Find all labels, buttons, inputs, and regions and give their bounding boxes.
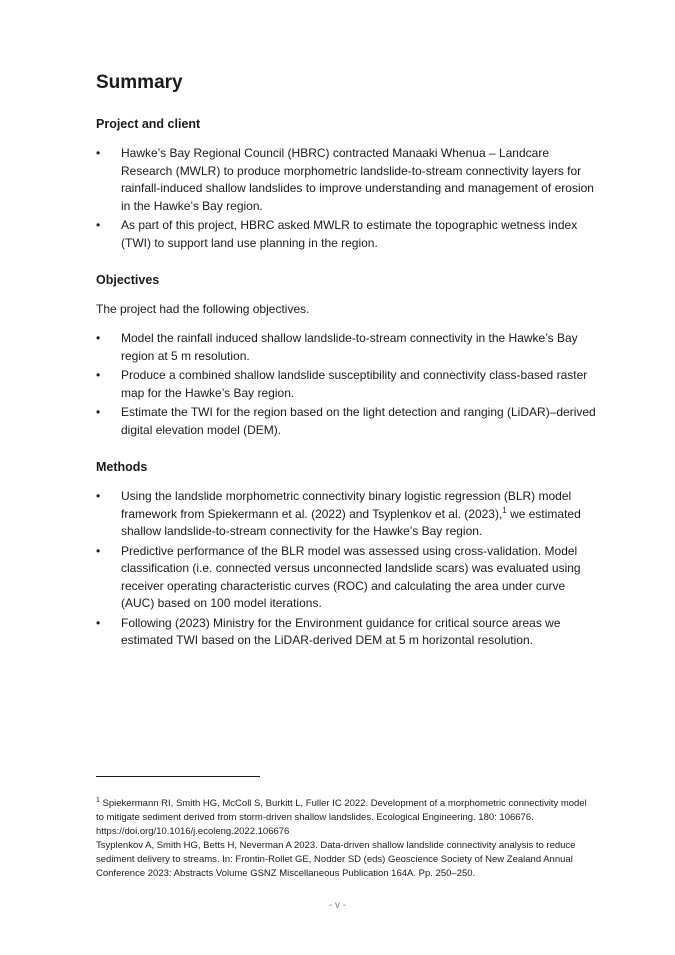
list-item-text: Predictive performance of the BLR model was assessed using cross-validation. Model classification (i.e. connected versus unconnected landslide scars) was evaluated using receiver operating characteristic curves (ROC) and calculating the area under curve (AUC) based on 100 model iterations. bbox=[121, 543, 581, 610]
footnote-separator bbox=[96, 776, 260, 777]
list-item bbox=[96, 330, 596, 365]
list-item-text-part: we estimated shallow landslide-to-stream connectivity for the Hawke’s Bay region. bbox=[121, 506, 581, 538]
list-item-text-part: Using the landslide morphometric connectivity binary logistic regression (BLR) model framework from Spiekermann et al. (2022) and Tsyplenkov et al. (2023), bbox=[121, 489, 572, 521]
page-title: Summary bbox=[96, 72, 183, 93]
methods-section bbox=[96, 459, 596, 650]
footnote-1 bbox=[96, 797, 596, 839]
list-item-text: Following (2023) Ministry for the Environment guidance for critical source areas we estimated TWI based on the LiDAR-derived DEM at 5 m horizontal resolution. bbox=[121, 615, 561, 647]
list-item bbox=[96, 367, 596, 402]
objectives-intro: The project had the following objectives. bbox=[96, 302, 310, 316]
methods-bullet-list bbox=[96, 488, 596, 650]
list-item bbox=[96, 404, 596, 439]
list-item-text: As part of this project, HBRC asked MWLR to estimate the topographic wetness index (TWI) to support land use planning in the region. bbox=[121, 218, 578, 250]
list-item bbox=[96, 217, 596, 252]
bullet-marker: • bbox=[96, 331, 101, 345]
project-section bbox=[96, 116, 596, 252]
bullet-marker: • bbox=[96, 405, 101, 419]
list-item bbox=[96, 145, 596, 215]
footnote-marker: 1 bbox=[96, 796, 100, 804]
list-item-text: Produce a combined shallow landslide susceptibility and connectivity class-based raster map for the Hawke’s Bay region. bbox=[121, 368, 588, 400]
project-bullet-list bbox=[96, 145, 596, 252]
objectives-section bbox=[96, 272, 596, 439]
page-number: - v - bbox=[328, 900, 347, 911]
list-item bbox=[96, 615, 596, 650]
list-item-text: Hawke’s Bay Regional Council (HBRC) contracted Manaaki Whenua – Landcare Research (MWLR) to produce morphometric landslide-to-stream connectivity layers for rainfall-induced shallow landslides to improve understanding and management of erosion in the Hawke’s Bay region. bbox=[121, 146, 594, 213]
list-item-text: Model the rainfall induced shallow landslide-to-stream connectivity in the Hawke’s Bay region at 5 m resolution. bbox=[121, 331, 578, 363]
footnote-text: Spiekermann RI, Smith HG, McColl S, Burkitt L, Fuller IC 2022. Development of a morphometric connectivity model to mitigate sediment derived from storm-driven shallow landslides. Ecological Engineering. 180: 106676. https://doi.org/10.1016/j.ecoleng.2022.106676 bbox=[96, 798, 587, 837]
footnotes bbox=[96, 797, 596, 881]
list-item bbox=[96, 488, 596, 541]
methods-heading: Methods bbox=[96, 460, 148, 474]
bullet-marker: • bbox=[96, 368, 101, 382]
bullet-marker: • bbox=[96, 489, 101, 503]
main-content bbox=[96, 70, 596, 670]
footnote-2 bbox=[96, 839, 596, 881]
objectives-bullet-list bbox=[96, 330, 596, 439]
list-item bbox=[96, 543, 596, 613]
project-heading: Project and client bbox=[96, 117, 201, 131]
bullet-marker: • bbox=[96, 218, 101, 232]
footnote-text: Tsyplenkov A, Smith HG, Betts H, Neverman A 2023. Data-driven shallow landslide connectivity analysis to reduce sediment delivery to streams. In: Frontin-Rollet GE, Nodder SD (eds) Geoscience Society of New Zealand Annual Conference 2023: Abstracts Volume GSNZ Miscellaneous Publication 164A. Pp. 250–250. bbox=[96, 840, 576, 879]
bullet-marker: • bbox=[96, 615, 101, 630]
footnote-reference: 1 bbox=[502, 505, 507, 515]
bullet-marker: • bbox=[96, 146, 101, 160]
list-item-text: Estimate the TWI for the region based on the light detection and ranging (LiDAR)–derived digital elevation model (DEM). bbox=[121, 405, 596, 437]
bullet-marker: • bbox=[96, 543, 101, 558]
objectives-heading: Objectives bbox=[96, 273, 160, 287]
